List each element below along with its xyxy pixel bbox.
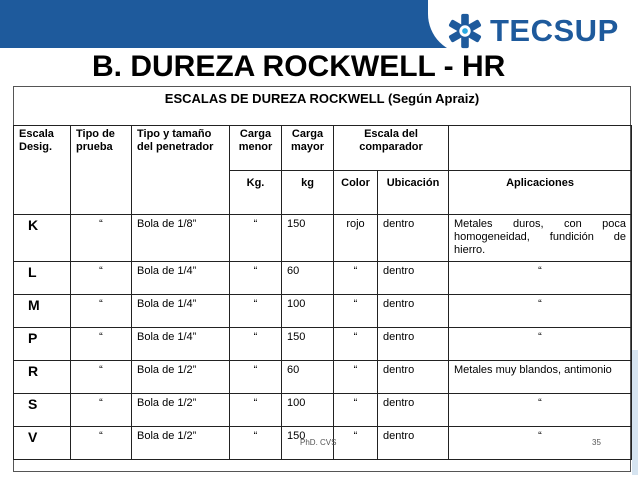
cell-carga-menor: “ [230, 361, 282, 394]
table-row [14, 361, 632, 394]
slide-title: B. DUREZA ROCKWELL - HR [92, 50, 506, 83]
side-decoration [632, 350, 638, 475]
table-row [14, 394, 632, 427]
cell-escala: R [14, 361, 71, 394]
cell-penetrador: Bola de 1/4” [132, 295, 230, 328]
cell-aplicaciones: Metales muy blandos, antimonio [449, 361, 632, 394]
cell-carga-menor: “ [230, 215, 282, 262]
cell-ubicacion: dentro [378, 361, 449, 394]
cell-carga-menor: “ [230, 328, 282, 361]
cell-escala: V [14, 427, 71, 460]
cell-color: rojo [334, 215, 378, 262]
table-title: ESCALAS DE DUREZA ROCKWELL (Según Apraiz) [164, 91, 480, 106]
table-header-row [14, 126, 632, 171]
header-comparador: Escala del comparador [334, 126, 449, 171]
cell-color: “ [334, 427, 378, 460]
header-blank [449, 126, 632, 171]
cell-ubicacion: dentro [378, 394, 449, 427]
header-ubicacion: Ubicación [378, 171, 449, 215]
cell-tipo: “ [71, 295, 132, 328]
cell-tipo: “ [71, 215, 132, 262]
cell-carga-menor: “ [230, 295, 282, 328]
cell-ubicacion: dentro [378, 295, 449, 328]
cell-carga-mayor: 100 [282, 394, 334, 427]
cell-tipo: “ [71, 427, 132, 460]
footer-author: PhD. CVS [300, 438, 337, 447]
cell-ubicacion: dentro [378, 262, 449, 295]
cell-penetrador: Bola de 1/4” [132, 262, 230, 295]
cell-penetrador: Bola de 1/8” [132, 215, 230, 262]
cell-carga-menor: “ [230, 394, 282, 427]
cell-color: “ [334, 394, 378, 427]
cell-color: “ [334, 262, 378, 295]
cell-escala: P [14, 328, 71, 361]
cell-carga-menor: “ [230, 262, 282, 295]
cell-carga-mayor: 150 [282, 427, 334, 460]
cell-carga-mayor: 60 [282, 361, 334, 394]
cell-carga-mayor: 100 [282, 295, 334, 328]
cell-aplicaciones: “ [449, 394, 632, 427]
cell-aplicaciones: “ [449, 328, 632, 361]
footer-page-number: 35 [592, 438, 601, 447]
header-escala: Escala Desig. [14, 126, 71, 215]
cell-ubicacion: dentro [378, 328, 449, 361]
cell-escala: S [14, 394, 71, 427]
cell-penetrador: Bola de 1/2” [132, 427, 230, 460]
tecsup-logo [446, 12, 619, 50]
table-row [14, 215, 632, 262]
header-aplicaciones: Aplicaciones [449, 171, 632, 215]
cell-penetrador: Bola de 1/4” [132, 328, 230, 361]
logo-text: TECSUP [490, 13, 619, 48]
cell-carga-mayor: 60 [282, 262, 334, 295]
scanned-table-document [13, 86, 631, 472]
cell-tipo: “ [71, 328, 132, 361]
cell-aplicaciones: “ [449, 295, 632, 328]
cell-aplicaciones: Metales duros, con poca homogeneidad, fundición de hierro. [449, 215, 632, 262]
cell-aplicaciones: “ [449, 262, 632, 295]
table-row [14, 262, 632, 295]
table-row [14, 328, 632, 361]
cell-escala: L [14, 262, 71, 295]
cell-carga-mayor: 150 [282, 328, 334, 361]
cell-escala: K [14, 215, 71, 262]
cell-tipo: “ [71, 394, 132, 427]
header-kg-mayor: kg [282, 171, 334, 215]
cell-penetrador: Bola de 1/2” [132, 394, 230, 427]
tecsup-snowflake-icon [446, 12, 484, 50]
cell-color: “ [334, 295, 378, 328]
cell-carga-menor: “ [230, 427, 282, 460]
header-kg-menor: Kg. [230, 171, 282, 215]
table-row [14, 295, 632, 328]
cell-tipo: “ [71, 361, 132, 394]
header-penetrador: Tipo y tamaño del penetrador [132, 126, 230, 215]
cell-escala: M [14, 295, 71, 328]
cell-penetrador: Bola de 1/2” [132, 361, 230, 394]
header-carga-menor: Carga menor [230, 126, 282, 171]
cell-color: “ [334, 361, 378, 394]
cell-carga-mayor: 150 [282, 215, 334, 262]
cell-ubicacion: dentro [378, 215, 449, 262]
cell-tipo: “ [71, 262, 132, 295]
header-color: Color [334, 171, 378, 215]
rockwell-scales-table [13, 125, 632, 460]
header-carga-mayor: Carga mayor [282, 126, 334, 171]
header-tipo-prueba: Tipo de prueba [71, 126, 132, 215]
cell-aplicaciones: “ [449, 427, 632, 460]
cell-ubicacion: dentro [378, 427, 449, 460]
cell-color: “ [334, 328, 378, 361]
